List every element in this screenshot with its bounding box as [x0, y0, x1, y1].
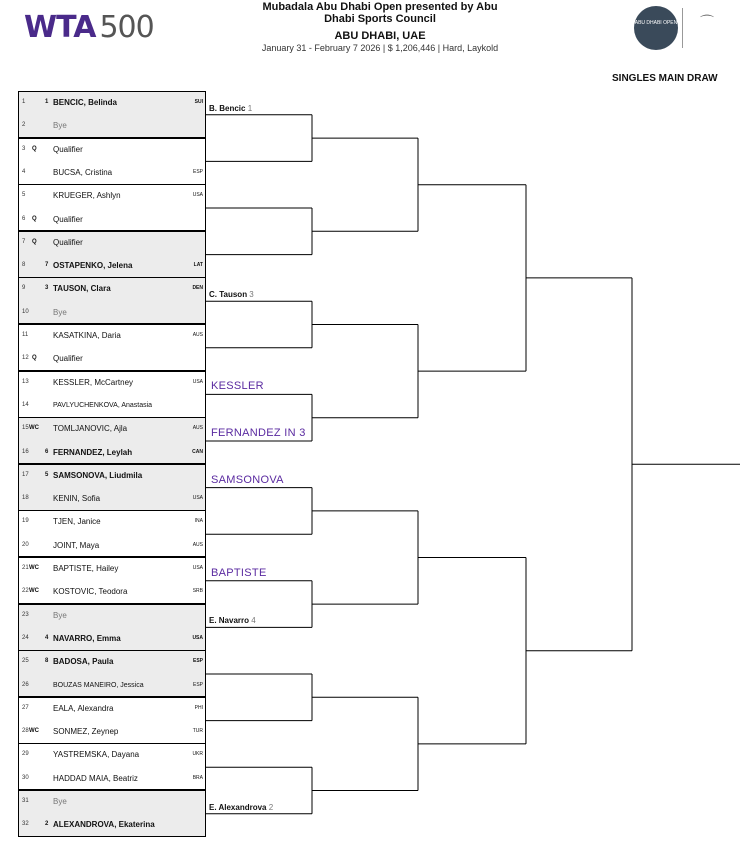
sponsor-logo: ⌒ [700, 14, 714, 30]
draw-position: 3 [22, 145, 26, 152]
player-name: KESSLER, McCartney [53, 377, 134, 387]
nationality: AUS [192, 425, 203, 432]
nationality: AUS [192, 332, 203, 338]
nationality: SRB [192, 588, 203, 595]
player-name: Bye [53, 307, 67, 317]
player-name: BUCSA, Cristina [53, 167, 113, 177]
player-name: BOUZAS MANEIRO, Jessica [53, 681, 144, 689]
draw-position: 9 [22, 285, 26, 292]
round2-seed: 2 [266, 802, 274, 812]
player-name: BAPTISTE, Hailey [53, 564, 119, 573]
draw-position: 25 [22, 658, 29, 665]
player-name: YASTREMSKA, Dayana [53, 750, 140, 760]
entry-tag: Q [32, 215, 37, 222]
draw-position: 27 [22, 704, 29, 711]
player-name: Qualifier [53, 144, 83, 154]
nationality: DEN [192, 285, 203, 292]
player-name: TAUSON, Clara [53, 284, 111, 294]
tournament-location: ABU DHABI, UAE [334, 30, 426, 42]
entry-tag: WC [29, 565, 39, 571]
player-name: Qualifier [53, 354, 83, 364]
player-name: FERNANDEZ, Leylah [53, 447, 133, 457]
tournament-title: Mubadala Abu Dhabi Open presented by Abu Dhabi Sports Council [262, 1, 498, 25]
player-name: ALEXANDROVA, Ekaterina [53, 820, 155, 830]
draw-position: 15 [22, 425, 29, 432]
draw-position: 11 [22, 332, 29, 338]
draw-position: 23 [22, 611, 29, 618]
round2-winner: BAPTISTE [211, 566, 267, 579]
player-name: Bye [53, 610, 67, 620]
player-name: Bye [53, 121, 67, 131]
nationality: USA [192, 495, 203, 502]
draw-position: 2 [22, 122, 26, 129]
player-name: TJEN, Janice [53, 517, 101, 527]
nationality: LAT [193, 262, 203, 269]
round2-winner: KESSLER [211, 380, 264, 393]
draw-label: SINGLES MAIN DRAW [612, 73, 718, 84]
seed-number: 2 [45, 821, 49, 828]
round2-winner: SAMSONOVA [211, 473, 284, 486]
entry-tag: Q [32, 355, 37, 362]
player-name: Qualifier [53, 237, 83, 247]
player-name: EALA, Alexandra [53, 703, 114, 713]
nationality: INA [194, 518, 203, 525]
draw-position: 32 [22, 821, 29, 828]
draw-position: 19 [22, 518, 29, 525]
tournament-badge-logo: ABU DHABI OPEN [634, 6, 678, 50]
draw-position: 10 [22, 308, 29, 315]
player-name: BENCIC, Belinda [53, 98, 118, 107]
nationality: SUI [194, 99, 203, 105]
player-name: Qualifier [53, 214, 83, 224]
round2-winner: FERNANDEZ IN 3 [211, 427, 306, 439]
seed-number: 3 [45, 285, 49, 292]
player-name: JOINT, Maya [53, 540, 100, 550]
draw-position: 1 [22, 99, 26, 105]
player-name: OSTAPENKO, Jelena [53, 261, 133, 271]
player-name: Bye [53, 797, 67, 806]
player-name: BADOSA, Paula [53, 657, 114, 667]
seed-number: 5 [45, 471, 49, 478]
tournament-details: January 31 - February 7 2026 | $ 1,206,446 | Hard, Laykold [261, 43, 499, 53]
wta-500-logo: WTA 500 [24, 10, 154, 45]
nationality: ESP [192, 658, 203, 665]
draw-position: 24 [22, 634, 29, 641]
seed-number: 4 [45, 634, 49, 641]
nationality: ESP [192, 681, 203, 688]
draw-position: 28 [22, 728, 29, 735]
player-name: SAMSONOVA, Liudmila [53, 470, 143, 480]
draw-position: 7 [22, 238, 26, 245]
draw-position: 6 [22, 215, 26, 222]
draw-position: 5 [22, 192, 26, 199]
draw-position: 30 [22, 774, 29, 781]
draw-position: 16 [22, 448, 29, 455]
round2-seed: 3 [247, 290, 254, 300]
draw-position: 4 [22, 168, 26, 175]
draw-position: 26 [22, 681, 29, 688]
player-name: KOSTOVIC, Teodora [53, 587, 128, 597]
draw-position: 12 [22, 355, 29, 362]
draw-position: 14 [22, 401, 29, 408]
nationality: UKR [192, 751, 203, 758]
round2-winner: E. Alexandrova 2 [209, 802, 274, 812]
nationality: CAN [192, 448, 203, 455]
round2-seed: 4 [249, 616, 256, 626]
entry-tag: Q [32, 145, 37, 152]
entry-tag: WC [29, 728, 39, 735]
draw-position: 31 [22, 798, 29, 804]
nationality: BRA [192, 774, 203, 781]
draw-position: 29 [22, 751, 29, 758]
round2-winner: C. Tauson 3 [209, 290, 254, 300]
round2-winner: E. Navarro 4 [209, 616, 256, 626]
round2-winner: B. Bencic 1 [209, 103, 253, 113]
nationality: USA [192, 378, 203, 385]
player-name: KRUEGER, Ashlyn [53, 191, 121, 201]
player-name: NAVARRO, Emma [53, 633, 121, 643]
entry-tag: WC [29, 425, 39, 432]
player-name: PAVLYUCHENKOVA, Anastasia [53, 401, 153, 409]
draw-position: 20 [22, 541, 29, 548]
seed-number: 1 [45, 99, 49, 105]
nationality: USA [192, 192, 203, 199]
player-name: SONMEZ, Zeynep [53, 727, 119, 737]
draw-position: 13 [22, 378, 29, 385]
player-name: TOMLJANOVIC, Ajla [53, 424, 128, 434]
nationality: PHI [194, 704, 203, 711]
draw-position: 17 [22, 471, 29, 478]
round2-seed: 1 [245, 103, 253, 113]
nationality: USA [192, 565, 203, 571]
draw-position: 18 [22, 495, 29, 502]
entry-tag: WC [29, 588, 39, 595]
draw-position: 21 [22, 565, 29, 571]
nationality: AUS [192, 541, 203, 548]
entry-tag: Q [32, 238, 37, 245]
draw-position: 22 [22, 588, 29, 595]
nationality: ESP [192, 168, 203, 175]
draw-position: 8 [22, 262, 26, 269]
nationality: TUR [192, 728, 203, 735]
player-name: HADDAD MAIA, Beatriz [53, 773, 138, 783]
seed-number: 8 [45, 658, 49, 665]
seed-number: 6 [45, 448, 49, 455]
player-name: KASATKINA, Daria [53, 331, 121, 340]
nationality: USA [192, 634, 203, 641]
seed-number: 7 [45, 262, 49, 269]
player-name: KENIN, Sofia [53, 494, 101, 504]
